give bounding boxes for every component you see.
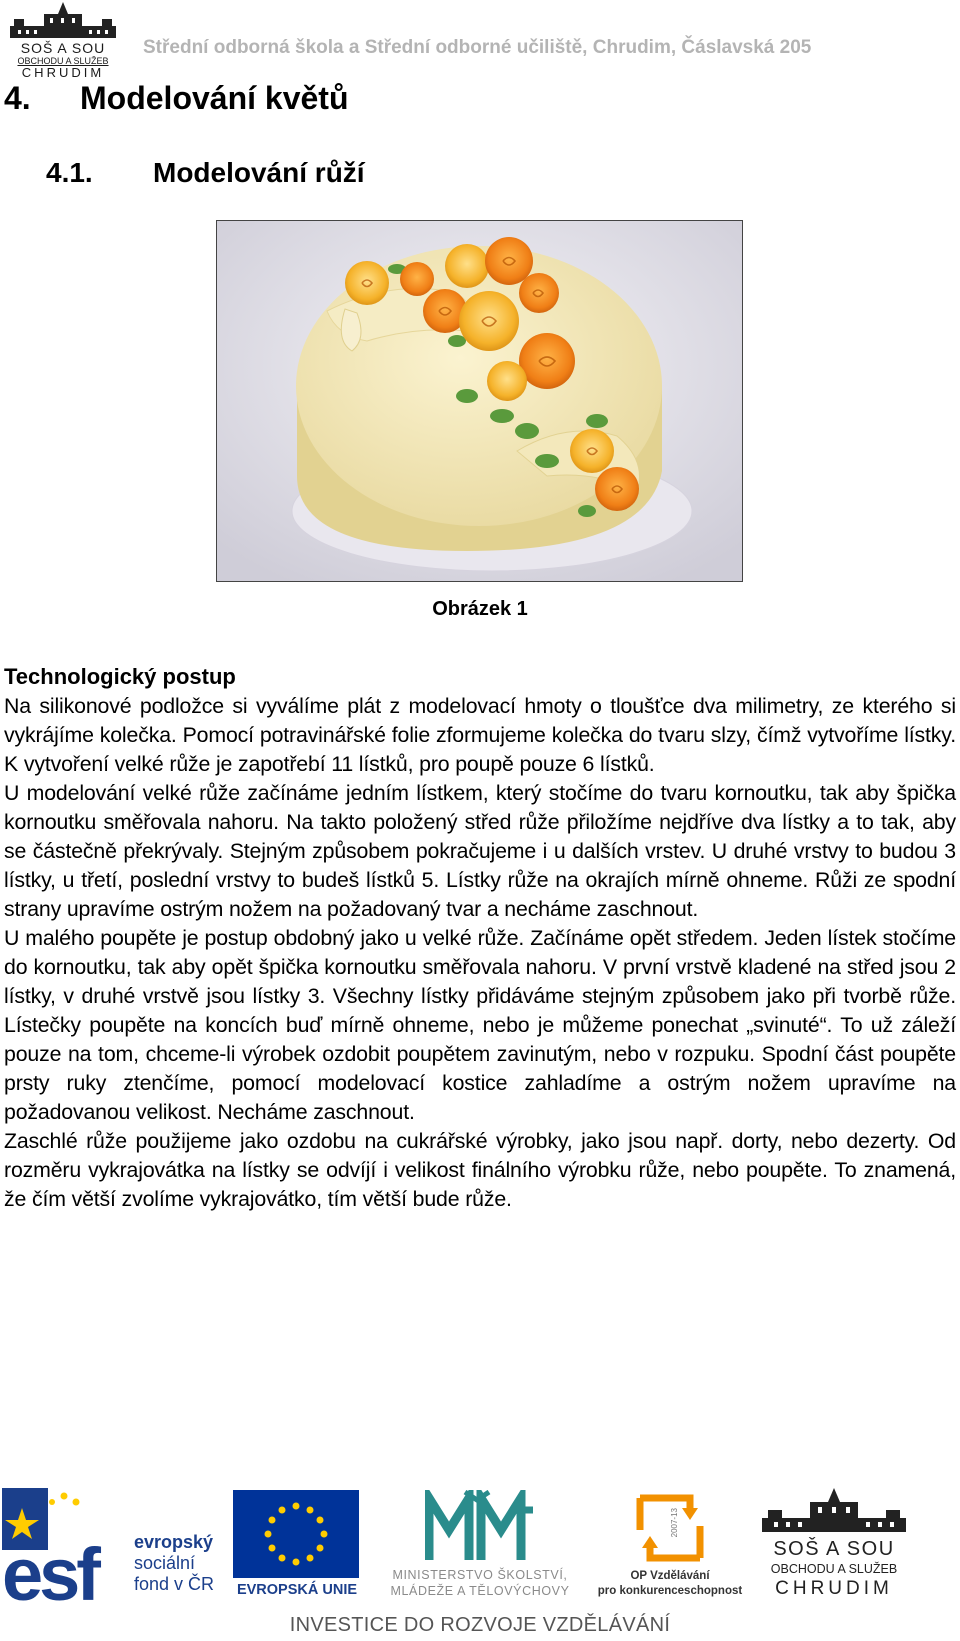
figure-caption: Obrázek 1 [432,598,528,620]
school-footer-line-3: CHRUDIM [775,1578,893,1599]
chapter-title: Modelování květů [80,80,349,116]
cake-photo [216,220,743,582]
msmt-line-1: MINISTERSTVO ŠKOLSTVÍ, [392,1568,568,1582]
op-logo [596,1488,744,1606]
esf-line-1: evropský [134,1532,214,1552]
paragraph-2: U modelování velké růže začínáme jedním lístkem, který stočíme do tvaru kornoutku, tak aby špička kornoutku směřovala nahoru. Na takto položený střed růže přiložíme nejdříve dva lístky a to tak, aby se částečně překrývaly. Stejným způsobem pokračujeme i u dalších vrstev. U druhé vrstvy to budou 3 lístky, u třetí, poslední vrstvy to budeš lístků 5. Lístky růže na okrajích mírně ohneme. Růži ze spodní strany upravíme ostrým nožem na požadovaný tvar a necháme zaschnout. [4,781,956,921]
section-title: Modelování růží [153,157,365,188]
chapter-number: 4. [4,80,31,116]
msmt-emblem-icon [425,1490,535,1562]
esf-emblem-icon [2,1488,132,1606]
footer-logos [0,1488,960,1606]
op-line-1: OP Vzdělávání [630,1570,710,1582]
paragraph-1: Na silikonové podložce si vyválíme plát z modelovací hmoty o tloušťce dva milimetry, ze kterého si vykrájíme kolečka. Pomocí potravinářské folie zformujeme kolečka do tvaru slzy, čímž vytvoříme lístky. K vytvoření velké růže je zapotřebí 11 lístků, pro poupě pouze 6 lístků. [4,694,956,776]
section-number: 4.1. [46,157,93,188]
school-footer-line-1: SOŠ A SOU [773,1538,895,1560]
procedure-heading: Technologický postup [4,664,236,689]
op-years: 2007-13 [670,1508,679,1538]
cake-with-roses-illustration [217,221,743,582]
school-footer-line-2: OBCHODU A SLUŽEB [770,1562,898,1576]
op-line-2: pro konkurenceschopnost [597,1585,743,1597]
esf-line-2: sociální [134,1553,196,1573]
eu-flag-icon [233,1490,359,1578]
paragraph-3: U malého poupěte je postup obdobný jako u velké růže. Začínáme opět středem. Jeden lístek stočíme do kornoutku, tak aby opět špička kornoutku směřovala nahoru. V první vrstvě kladené na střed jsou 2 lístky, v druhé vrstvě jsou lístky 3. Všechny lístky přidáváme stejným způsobem jako při tvorbě růže. Lístečky poupěte na koncích buď mírně ohneme, nebo je můžeme ponechat „svinuté“. To už záleží pouze na tom, chceme-li výrobek ozdobit poupětem zavinutým, nebo v rozpuku. Spodní část poupěte prsty ruky ztenčíme, pomocí modelovací kostice zahladíme a ostrým nožem upravíme na požadovanou velikost. Necháme zaschnout. [4,926,956,1124]
logo-line-1: SOŠ A SOU [20,40,106,56]
eu-label: EVROPSKÁ UNIE [236,1582,358,1598]
msmt-logo [370,1488,590,1606]
svg-text:esf: esf [2,1533,97,1606]
castle-icon [756,1488,912,1536]
school-footer-logo [756,1488,912,1606]
esf-logo [2,1488,230,1606]
footer-tagline: INVESTICE DO ROZVOJE VZDĚLÁVÁNÍ [289,1614,671,1636]
castle-icon [4,2,122,42]
msmt-line-2: MLÁDEŽE A TĚLOVÝCHOVY [390,1584,570,1598]
school-logo [4,2,122,80]
header-school-name: Střední odborná škola a Střední odborné učiliště, Chrudim, Čáslavská 205 [143,37,812,58]
logo-line-3: CHRUDIM [21,65,105,80]
logo-line-2: OBCHODU A SLUŽEB [17,56,109,66]
esf-line-3: fond v ČR [134,1574,215,1594]
procedure-body [4,692,956,1214]
eu-logo [233,1490,361,1606]
paragraph-4: Zaschlé růže použijeme jako ozdobu na cukrářské výrobky, jako jsou např. dorty, nebo dezerty. Od rozměru vykrajovátka na lístky se odvíjí i velikost finálního výrobku růže, nebo poupěte. To znamená, že čím větší zvolíme vykrajovátko, tím větší bude růže. [4,1129,956,1211]
